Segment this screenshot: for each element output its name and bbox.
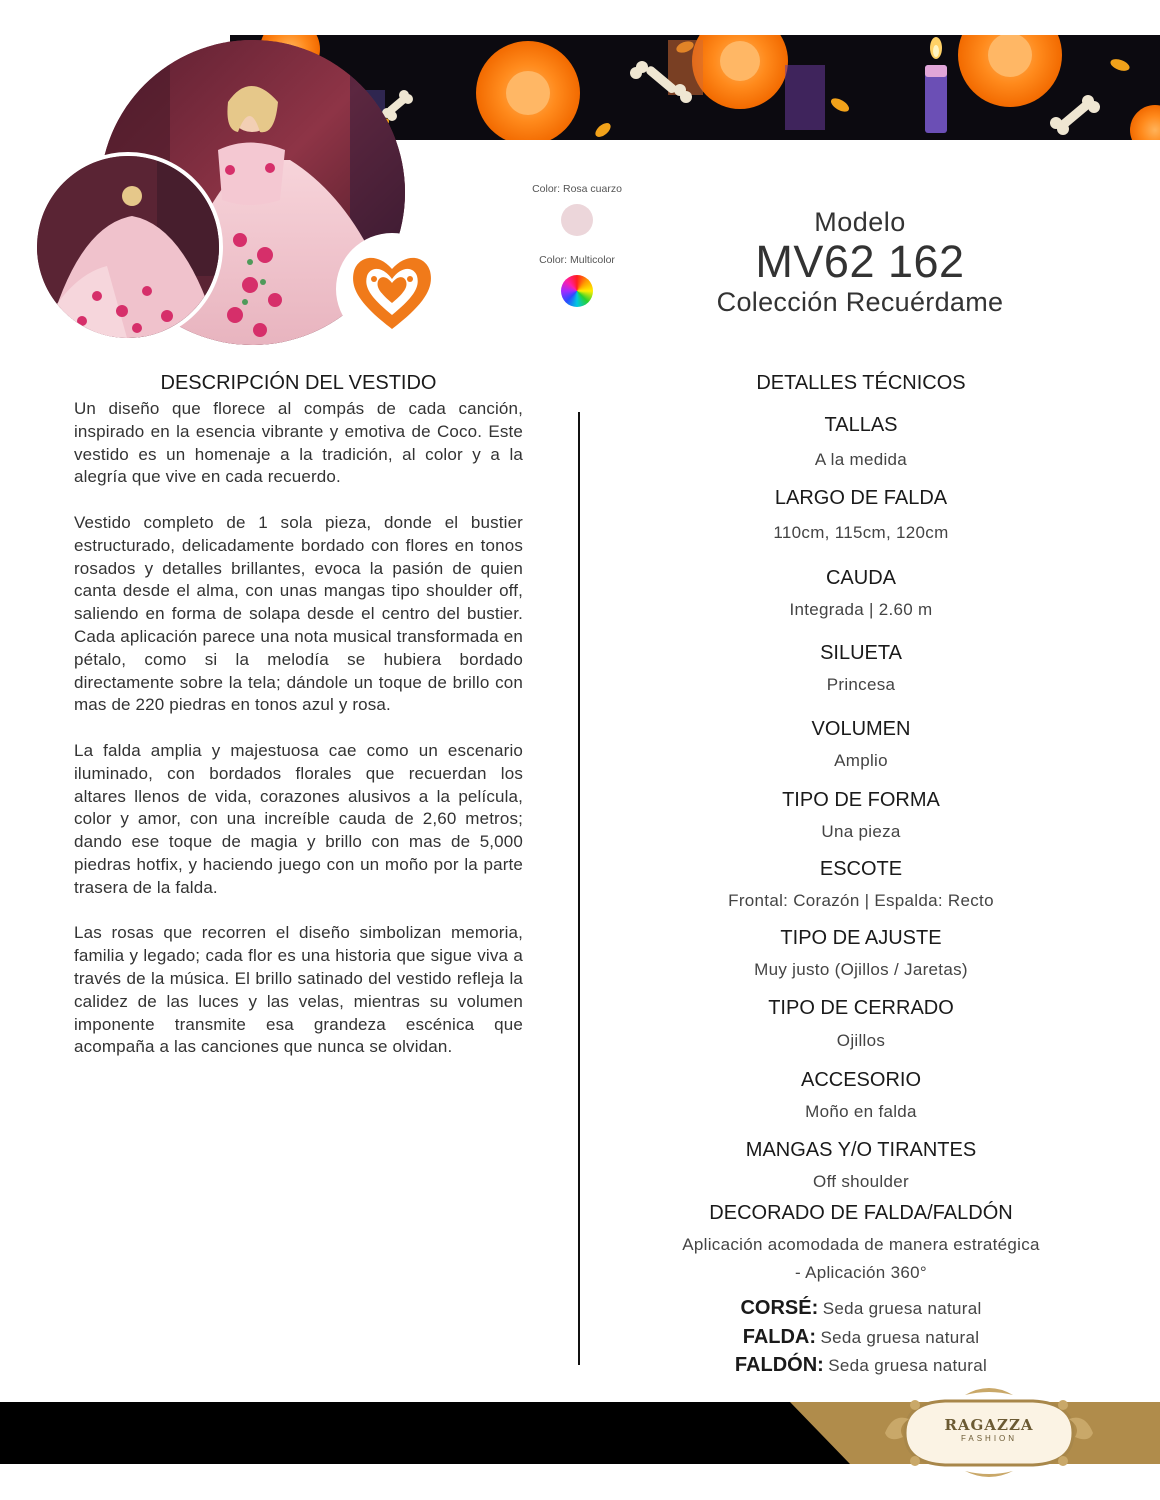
bone-icon — [382, 90, 413, 121]
spec-label: TALLAS — [824, 414, 898, 436]
spec-mangas-value — [640, 1172, 1082, 1192]
spec-cauda-value — [640, 600, 1082, 620]
brand-subtitle: FASHION — [960, 1434, 1018, 1443]
spec-label: MANGAS Y/O TIRANTES — [745, 1139, 977, 1161]
description-paragraph: Las rosas que recorren el diseño simbolizan memoria, familia y legado; cada flor es una historia que sigue viva a través de la música. El brillo satinado del vestido refleja la calidez de las luces y las velas, mientras su volumen imponente transmite esa grandeza escénica que acompaña a las canciones que nunca se olvidan. — [74, 923, 523, 1057]
spec-label: VOLUMEN — [811, 718, 911, 740]
spec-value: Aplicación acomodada de manera estratégica — [682, 1235, 1040, 1254]
spec-value: Off shoulder — [813, 1172, 909, 1191]
spec-tipo-ajuste-value — [640, 960, 1082, 980]
spec-value: Muy justo (Ojillos / Jaretas) — [754, 960, 968, 979]
spec-decorado — [640, 1202, 1082, 1225]
spec-label: ACCESORIO — [800, 1069, 922, 1091]
spec-value: Ojillos — [836, 1031, 886, 1050]
spec-tallas — [640, 414, 1082, 437]
spec-decorado-value-2 — [640, 1263, 1082, 1283]
spec-tipo-cerrado — [640, 997, 1082, 1020]
details-title — [640, 372, 1082, 395]
details-heading: DETALLES TÉCNICOS — [756, 372, 966, 394]
spec-mangas — [640, 1139, 1082, 1162]
model-header — [660, 206, 1060, 318]
candle-icon — [925, 37, 947, 133]
heart-icon — [338, 235, 446, 343]
spec-largo-falda-value — [640, 523, 1082, 543]
spec-label: SILUETA — [820, 642, 902, 664]
spec-value: 110cm, 115cm, 120cm — [773, 523, 949, 542]
heart-logo-badge — [338, 235, 446, 343]
spec-cauda — [640, 567, 1082, 590]
model-label: Modelo — [814, 207, 906, 237]
color-label-rosa: Color: Rosa cuarzo — [532, 183, 622, 195]
spec-value: A la medida — [814, 450, 908, 469]
spec-label: TIPO DE CERRADO — [768, 997, 954, 1019]
color-swatch-rosa-cuarzo[interactable] — [561, 204, 593, 236]
description-paragraph: Un diseño que florece al compás de cada canción, inspirado en la esencia vibrante y emotiva de Coco. Este vestido es un homenaje a la tradición, al color y a la alegría que vive en cada recuerdo. — [74, 399, 523, 487]
spec-accesorio-value — [640, 1102, 1082, 1122]
material-falda — [640, 1326, 1082, 1349]
spec-accesorio — [640, 1069, 1082, 1092]
spec-volumen — [640, 718, 1082, 741]
spec-value: Frontal: Corazón | Espalda: Recto — [728, 891, 994, 910]
model-code: MV62 162 — [755, 236, 965, 287]
description-paragraph: Vestido completo de 1 sola pieza, donde el bustier estructurado, delicadamente bordado con flores en tonos rosados y detalles brillantes, evoca la pasión de quien canta desde el alma, con unas mangas tipo shoulder off, saliendo en forma de solapa desde el centro del bustier. Cada aplicación parece una nota musical transformada en pétalo, como si la melodía se hubiera bordado directamente sobre la tela; dándole un toque de brillo con mas de 220 piedras en tonos azul y rosa. — [74, 512, 523, 715]
spec-value: Amplio — [834, 751, 888, 770]
spec-largo-falda — [640, 487, 1082, 510]
bone-icon — [1050, 95, 1100, 135]
column-divider — [578, 412, 580, 1365]
spec-escote-value — [640, 891, 1082, 911]
description-title: DESCRIPCIÓN DEL VESTIDO — [160, 372, 437, 394]
spec-label: ESCOTE — [819, 858, 903, 880]
spec-label: TIPO DE AJUSTE — [780, 927, 942, 949]
spec-escote — [640, 858, 1082, 881]
brand-logo — [875, 1383, 1103, 1483]
spec-tallas-value — [640, 450, 1082, 470]
material-value: Seda gruesa natural — [828, 1356, 988, 1375]
spec-label: LARGO DE FALDA — [774, 487, 948, 509]
material-value: Seda gruesa natural — [820, 1328, 980, 1347]
material-label: CORSÉ: — [740, 1297, 819, 1319]
spec-label: DECORADO DE FALDA/FALDÓN — [709, 1202, 1013, 1224]
material-label: FALDA: — [742, 1326, 817, 1348]
spec-silueta — [640, 642, 1082, 665]
marigold-icon — [1130, 105, 1160, 140]
spec-label: TIPO DE FORMA — [782, 789, 940, 811]
spec-label: CAUDA — [825, 567, 896, 589]
spec-tipo-forma — [640, 789, 1082, 812]
spec-tipo-forma-value — [640, 822, 1082, 842]
dress-photo-back — [33, 152, 223, 342]
spec-silueta-value — [640, 675, 1082, 695]
spec-value: Moño en falda — [805, 1102, 917, 1121]
collection-name: Colección Recuérdame — [716, 287, 1004, 317]
material-label: FALDÓN: — [734, 1354, 824, 1376]
description-paragraph: La falda amplia y majestuosa cae como un escenario iluminado, con bordados florales que recuerdan los altares llenos de vida, corazones alusivos a la película, color y amor, con una increíble cauda de 2,60 metros; dando ese toque de magia y brillo con mas de 5,000 piedras hotfix, y haciendo juego con un moño por la parte trasera de la falda. — [74, 740, 523, 897]
spec-value: Una pieza — [821, 822, 901, 841]
spec-value: Integrada | 2.60 m — [789, 600, 933, 619]
material-faldon — [640, 1354, 1082, 1377]
color-label-multicolor: Color: Multicolor — [539, 254, 615, 266]
color-swatch-multicolor[interactable] — [561, 275, 593, 307]
spec-volumen-value — [640, 751, 1082, 771]
spec-value: Princesa — [826, 675, 896, 694]
brand-name: RAGAZZA — [944, 1416, 1034, 1434]
spec-decorado-value — [640, 1235, 1082, 1255]
spec-tipo-ajuste — [640, 927, 1082, 950]
description-body — [74, 398, 523, 1059]
material-value: Seda gruesa natural — [822, 1299, 982, 1318]
material-corse — [640, 1297, 1082, 1320]
spec-value: - Aplicación 360° — [795, 1263, 927, 1282]
spec-tipo-cerrado-value — [640, 1031, 1082, 1051]
